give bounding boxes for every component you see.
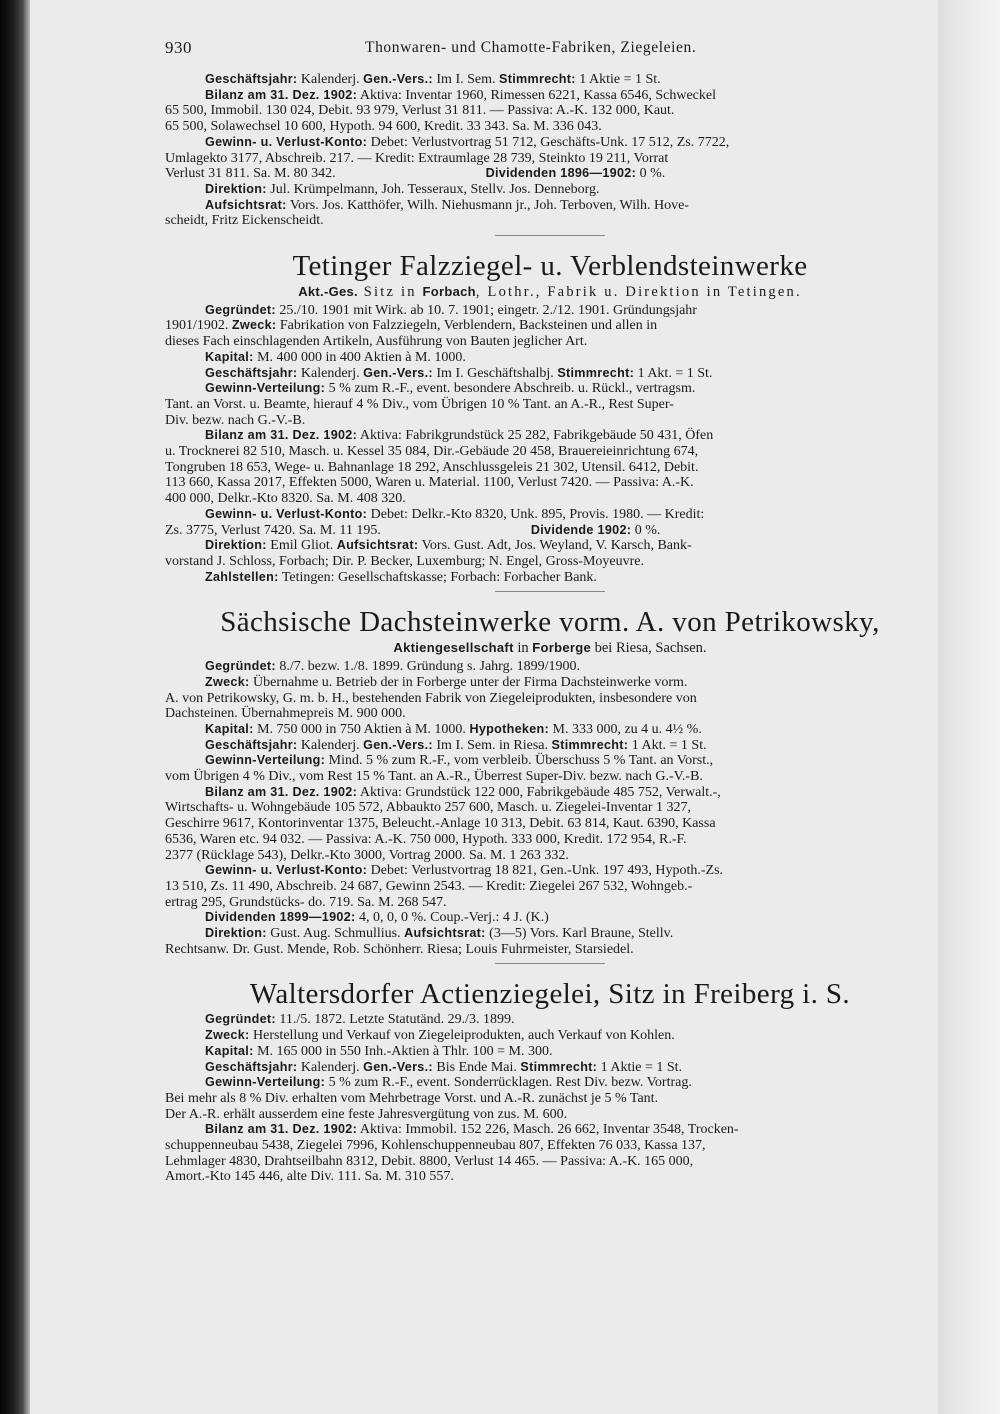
page-number: 930 [165,38,192,57]
entry-waltersdorfer-actienziegelei [165,978,935,1185]
entry-line: 113 660, Kassa 2017, Effekten 5000, Waren u. Material. 1100, Verlust 7420. — Passiva: A.-K. [165,475,694,491]
entry-line: Div. bezw. nach G.-V.-B. [165,412,306,428]
company-subtitle: Akt.-Ges. Sitz in Forbach, Lothr., Fabrik u. Direktion in Tetingen. [298,284,802,301]
entry-line: Verlust 31 811. Sa. M. 80 342. Dividenden 1896—1902: 0 %. [165,166,666,182]
entry-line: Amort.-Kto 145 446, alte Div. 111. Sa. M. 310 557. [165,1169,454,1185]
entry-line: Gegründet: 11./5. 1872. Letzte Statutänd. 29./3. 1899. [205,1012,515,1028]
company-title: Tetinger Falzziegel- u. Verblendsteinwerke [292,250,808,283]
entry-line: Zahlstellen: Tetingen: Gesellschaftskasse; Forbach: Forbacher Bank. [205,569,597,585]
entry-line: Geschirre 9617, Kontorinventar 1375, Beleucht.-Anlage 10 313, Debit. 63 814, Kaut. 6390, Kassa [165,816,716,832]
page-header [165,30,935,58]
entry-saechsische-dachsteinwerke [165,606,935,964]
entry-line: Tant. an Vorst. u. Beamte, hierauf 4 % Div., vom Übrigen 10 % Tant. an A.-R., Rest Super- [165,396,674,412]
entry-line: 1901/1902. Zweck: Fabrikation von Falzziegeln, Verblendern, Backsteinen und allen in [165,318,658,334]
entry-line: vorstand J. Schloss, Forbach; Dir. P. Becker, Luxemburg; N. Engel, Gross-Moyeuvre. [165,553,645,569]
company-title: Sächsische Dachsteinwerke vorm. A. von Petrikowsky, [220,606,880,639]
entry-line: Dividenden 1899—1902: 4, 0, 0, 0 %. Coup.-Verj.: 4 J. (K.) [205,910,549,926]
section-divider [495,591,605,592]
scan-left-binding-edge [0,0,30,1414]
entry-line: Bilanz am 31. Dez. 1902: Aktiva: Grundstück 122 000, Fabrikgebäude 485 752, Verwalt.-, [205,784,721,800]
entry-line: u. Trocknerei 82 510, Masch. u. Kessel 35 084, Dir.-Gebäude 20 458, Brauereieinrichtung 674, [165,444,699,460]
entry-line: scheidt, Fritz Eickenscheidt. [165,213,324,229]
entry-line: Bilanz am 31. Dez. 1902: Aktiva: Inventar 1960, Rimessen 6221, Kassa 6546, Schweckel [205,87,716,103]
entry-line: Rechtsanw. Dr. Gust. Mende, Rob. Schönherr. Riesa; Louis Fuhrmeister, Starsiedel. [165,941,634,957]
entry-line: vom Übrigen 4 % Div., vom Rest 15 % Tant. an A.-R., Überrest Super-Div. bezw. nach G.-V.-B. [165,769,703,785]
section-divider [495,235,605,236]
section-divider [495,963,605,964]
entry-line: Geschäftsjahr: Kalenderj. Gen.-Vers.: Im I. Geschäftshalbj. Stimmrecht: 1 Akt. = 1 St. [205,365,713,381]
entry-line: A. von Petrikowsky, G. m. b. H., bestehenden Fabrik von Ziegeleiprodukten, insbesondere von [165,690,697,706]
entry-line: schuppenneubau 5438, Ziegelei 7996, Kohlenschuppenneubau 807, Effekten 76 033, Kassa 137, [165,1138,706,1154]
entry-line: Bei mehr als 8 % Div. erhalten vom Mehrbetrage Vorst. und A.-R. zunächst je 5 % Tant. [165,1090,659,1106]
entry-line: 2377 (Rücklage 543), Delkr.-Kto 3000, Vortrag 2000. Sa. M. 1 263 332. [165,847,569,863]
entry-line: Gewinn-Verteilung: 5 % zum R.-F., event. Sonderrücklagen. Rest Div. bezw. Vortrag. [205,1075,692,1091]
entry-line: Bilanz am 31. Dez. 1902: Aktiva: Fabrikgrundstück 25 282, Fabrikgebäude 50 431, Öfen [205,428,714,444]
entry-line: Der A.-R. erhält ausserdem eine feste Jahresvergütung von zus. M. 600. [165,1106,568,1122]
entry-line: 400 000, Delkr.-Kto 8320. Sa. M. 408 320. [165,491,406,507]
entry-line: Zs. 3775, Verlust 7420. Sa. M. 11 195. Dividende 1902: 0 %. [165,522,661,538]
entry-line: Geschäftsjahr: Kalenderj. Gen.-Vers.: Im I. Sem. Stimmrecht: 1 Aktie = 1 St. [205,72,661,87]
entry-line: Aufsichtsrat: Vors. Jos. Katthöfer, Wilh. Niehusmann jr., Joh. Terboven, Wilh. Hove- [205,197,689,213]
entry-line: Tongruben 18 653, Wege- u. Bahnanlage 18 292, Anschlussgeleis 21 302, Utensil. 6412, Debit. [165,459,699,475]
entry-line: Gewinn-Verteilung: Mind. 5 % zum R.-F., vom verbleib. Überschuss 5 % Tant. an Vorst., [205,753,714,769]
entry-line: Kapital: M. 750 000 in 750 Aktien à M. 1000. Hypotheken: M. 333 000, zu 4 u. 4½ %. [205,721,702,737]
entry-tetinger [165,250,935,592]
entry-line: Geschäftsjahr: Kalenderj. Gen.-Vers.: Bis Ende Mai. Stimmrecht: 1 Aktie = 1 St. [205,1059,683,1075]
entry-line: Gegründet: 8./7. bezw. 1./8. 1899. Gründung s. Jahrg. 1899/1900. [205,659,580,675]
entry-line: Umlagekto 3177, Abschreib. 217. — Kredit: Extraumlage 28 739, Steinkto 19 211, Vorrat [165,150,669,166]
entry-line: Zweck: Übernahme u. Betrieb der in Forberge unter der Firma Dachsteinwerke vorm. [205,674,688,690]
entry-line: Kapital: M. 165 000 in 550 Inh.-Aktien à Thlr. 100 = M. 300. [205,1043,553,1059]
entry-line: Gewinn- u. Verlust-Konto: Debet: Verlustvortrag 51 712, Geschäfts-Unk. 17 512, Zs. 7722, [205,134,730,150]
entry-line: Bilanz am 31. Dez. 1902: Aktiva: Immobil. 152 226, Masch. 26 662, Inventar 3548, Trocken- [205,1122,739,1138]
entry-line: Direktion: Emil Gliot. Aufsichtsrat: Vors. Gust. Adt, Jos. Weyland, V. Karsch, Bank- [205,538,692,554]
entry-line: 65 500, Immobil. 130 024, Debit. 93 979, Verlust 31 811. — Passiva: A.-K. 132 000, Kaut. [165,103,675,119]
entry-line: Gewinn-Verteilung: 5 % zum R.-F., event. besondere Abschreib. u. Rückl., vertragsm. [205,381,696,397]
entry-line: 65 500, Solawechsel 10 600, Hypoth. 94 600, Kredit. 33 343. Sa. M. 336 043. [165,119,602,135]
company-title: Waltersdorfer Actienziegelei, Sitz in Freiberg i. S. [249,978,851,1011]
entry-line: Gewinn- u. Verlust-Konto: Debet: Delkr.-Kto 8320, Unk. 895, Provis. 1980. — Kredit: [205,506,705,522]
running-head: Thonwaren- und Chamotte-Fabriken, Ziegeleien. [365,39,697,56]
entry-line: 13 510, Zs. 11 490, Abschreib. 24 687, Gewinn 2543. — Kredit: Ziegelei 267 532, Wohngeb.- [165,878,693,894]
document-page [165,30,935,1185]
entry-line: Kapital: M. 400 000 in 400 Aktien à M. 1000. [205,349,466,365]
entry-line: Zweck: Herstellung und Verkauf von Ziegeleiprodukten, auch Verkauf von Kohlen. [205,1028,675,1044]
entry-line: Direktion: Gust. Aug. Schmullius. Aufsichtsrat: (3—5) Vors. Karl Braune, Stellv. [205,926,674,942]
entry-line: Dachsteinen. Übernahmepreis M. 900 000. [165,706,406,722]
entry-line: Wirtschafts- u. Wohngebäude 105 572, Abbaukto 257 600, Masch. u. Ziegelei-Inventar 1 327, [165,800,692,816]
entry-line: Gewinn- u. Verlust-Konto: Debet: Verlustvortrag 18 821, Gen.-Unk. 197 493, Hypoth.-Zs. [205,863,724,879]
entry-line: 6536, Waren etc. 94 032. — Passiva: A.-K. 750 000, Hypoth. 333 000, Kredit. 172 954, R.-F. [165,831,687,847]
entry-line: ertrag 295, Grundstücks- do. 719. Sa. M. 268 547. [165,894,447,910]
entry-line: Geschäftsjahr: Kalenderj. Gen.-Vers.: Im I. Sem. in Riesa. Stimmrecht: 1 Akt. = 1 St. [205,737,707,753]
entry-line: Direktion: Jul. Krümpelmann, Joh. Tesseraux, Stellv. Jos. Denneborg. [205,181,600,197]
entry-line: dieses Fach einschlagenden Artikeln, Ausführung von Bauten jeglicher Art. [165,334,588,350]
entry-previous-continued [165,72,935,236]
entry-line: Gegründet: 25./10. 1901 mit Wirk. ab 10. 7. 1901; eingetr. 2./12. 1901. Gründungsjahr [205,302,697,318]
scan-right-page-edge [938,0,1000,1414]
company-subtitle: Aktiengesellschaft in Forberge bei Riesa, Sachsen. [393,640,707,657]
entry-line: Lehmlager 4830, Drahtseilbahn 8312, Debit. 8800, Verlust 14 465. — Passiva: A.-K. 165 000, [165,1153,694,1169]
